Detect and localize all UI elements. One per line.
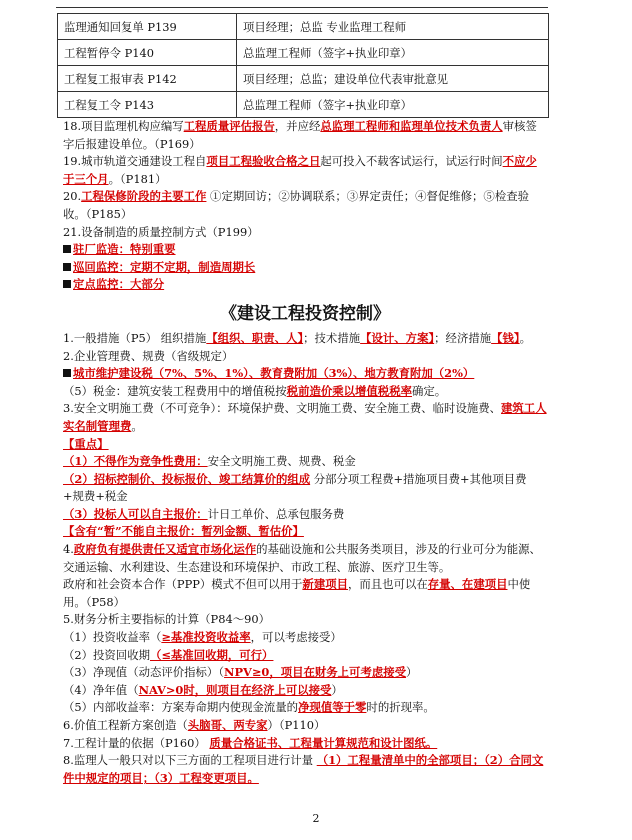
inv-line-9: （3）投标人可以自主报价：计日工单价、总承包服务费: [63, 506, 345, 521]
table-cell: 工程复工报审表 P142: [58, 66, 237, 92]
inv-line-14: （1）投资收益率（≥基准投资收益率，可以考虑接受）: [63, 630, 342, 645]
square-bullet-icon: [63, 369, 71, 377]
bullet-item: 驻厂监造：特别重要: [63, 241, 547, 259]
square-bullet-icon: [63, 280, 71, 288]
note-21: 21.设备制造的质量控制方式（P199）: [63, 224, 259, 239]
inv-line-18: （5）内部收益率：方案寿命期内使现金流量的净现值等于零时的折现率。: [63, 700, 435, 715]
table-cell: 监理通知回复单 P139: [58, 14, 237, 40]
square-bullet-icon: [63, 263, 71, 271]
inv-line-8: （2）招标控制价、投标报价、竣工结算价的组成 分部分项工程费+措施项目费+其他项目费+规费+税金: [63, 471, 527, 504]
table-cell: 工程暂停令 P140: [58, 40, 237, 66]
note-20: 20.工程保修阶段的主要工作 ①定期回访；②协调联系；③界定责任；④督促维修；⑤检查验收。（P185）: [63, 189, 529, 221]
table-row: [58, 14, 549, 40]
inv-line-10: 【含有“暂”不能自主报价：暂列金额、暂估价】: [63, 524, 304, 539]
inv-line-16: （3）净现值（动态评价指标）（NPV≥0，项目在财务上可考虑接受）: [63, 665, 418, 680]
inv-line-1: 1.一般措施（P5） 组织措施【组织、职责、人】；技术措施【设计、方案】；经济措施【钱】。: [63, 330, 532, 345]
inv-line-12: 政府和社会资本合作（PPP）模式不但可以用于新建项目，而且也可以在存量、在建项目中使用。（P58）: [63, 577, 531, 609]
note-19: 19.城市轨道交通建设工程自项目工程验收合格之日起可投入不载客试运行，试运行时间不应少于三个月。（P181）: [63, 154, 537, 186]
table-cell: 工程复工令 P143: [58, 92, 237, 118]
inv-line-6: 【重点】: [63, 436, 109, 451]
table-cell: 总监理工程师（签字+执业印章）: [237, 92, 549, 118]
bullet-item: 定点监控：大部分: [63, 276, 547, 294]
inv-line-5: 3.安全文明施工费（不可竞争）：环境保护费、文明施工费、安全施工费、临时设施费、建筑工人实名制管理费。: [63, 401, 547, 433]
inv-line-7: （1）不得作为竞争性费用：安全文明施工费、规费、税金: [63, 454, 356, 469]
inv-line-11: 4.政府负有提供责任又适宜市场化运作的基础设施和公共服务类项目，涉及的行业可分为能源、交通运输、水利建设、生态建设和环境保护、市政工程、旅游、医疗卫生等。: [63, 542, 541, 574]
table-row: [58, 92, 549, 118]
notes-body: [63, 118, 547, 787]
inv-line-20: 7.工程计量的依据（P160） 质量合格证书、工程量计算规范和设计图纸。: [63, 735, 438, 750]
table-cell: 项目经理；总监 专业监理工程师: [237, 14, 549, 40]
table-row: [58, 66, 549, 92]
inv-line-19: 6.价值工程新方案创造（头脑哥、两专家）（P110）: [63, 718, 326, 732]
square-bullet-icon: [63, 245, 71, 253]
approval-table: [57, 13, 549, 118]
table-cell: 总监理工程师（签字+执业印章）: [237, 40, 549, 66]
inv-line-15: （2）投资回收期（≤基准回收期，可行）: [63, 647, 274, 662]
inv-line-17: （4）净年值（NAV>0时，则项目在经济上可以接受）: [63, 682, 343, 697]
section-title: 《建设工程投资控制》: [220, 303, 390, 324]
inv-line-2: 2.企业管理费、规费（省级规定）: [63, 348, 234, 363]
bullet-item: 巡回监控：定期不定期，制造周期长: [63, 259, 547, 277]
header-rule: [56, 7, 548, 8]
inv-line-4: （5）税金：建筑安装工程费用中的增值税按税前造价乘以增值税税率确定。: [63, 383, 447, 398]
note-18: 18.项目监理机构应编写工程质量评估报告，并应经总监理工程师和监理单位技术负责人审核签字后报建设单位。（P169）: [63, 119, 537, 151]
table-row: [58, 40, 549, 66]
page-number: 2: [312, 812, 320, 825]
inv-line-21: 8.监理人一般只对以下三方面的工程项目进行计量 （1）工程量清单中的全部项目；（2）合同文件中规定的项目；（3）工程变更项目。: [63, 753, 544, 785]
table-cell: 项目经理；总监；建设单位代表审批意见: [237, 66, 549, 92]
inv-line-13: 5.财务分析主要指标的计算（P84～90）: [63, 612, 270, 627]
inv-line-3: 城市维护建设税（7%、5%、1%）、教育费附加（3%）、地方教育附加（2%）: [63, 365, 547, 383]
